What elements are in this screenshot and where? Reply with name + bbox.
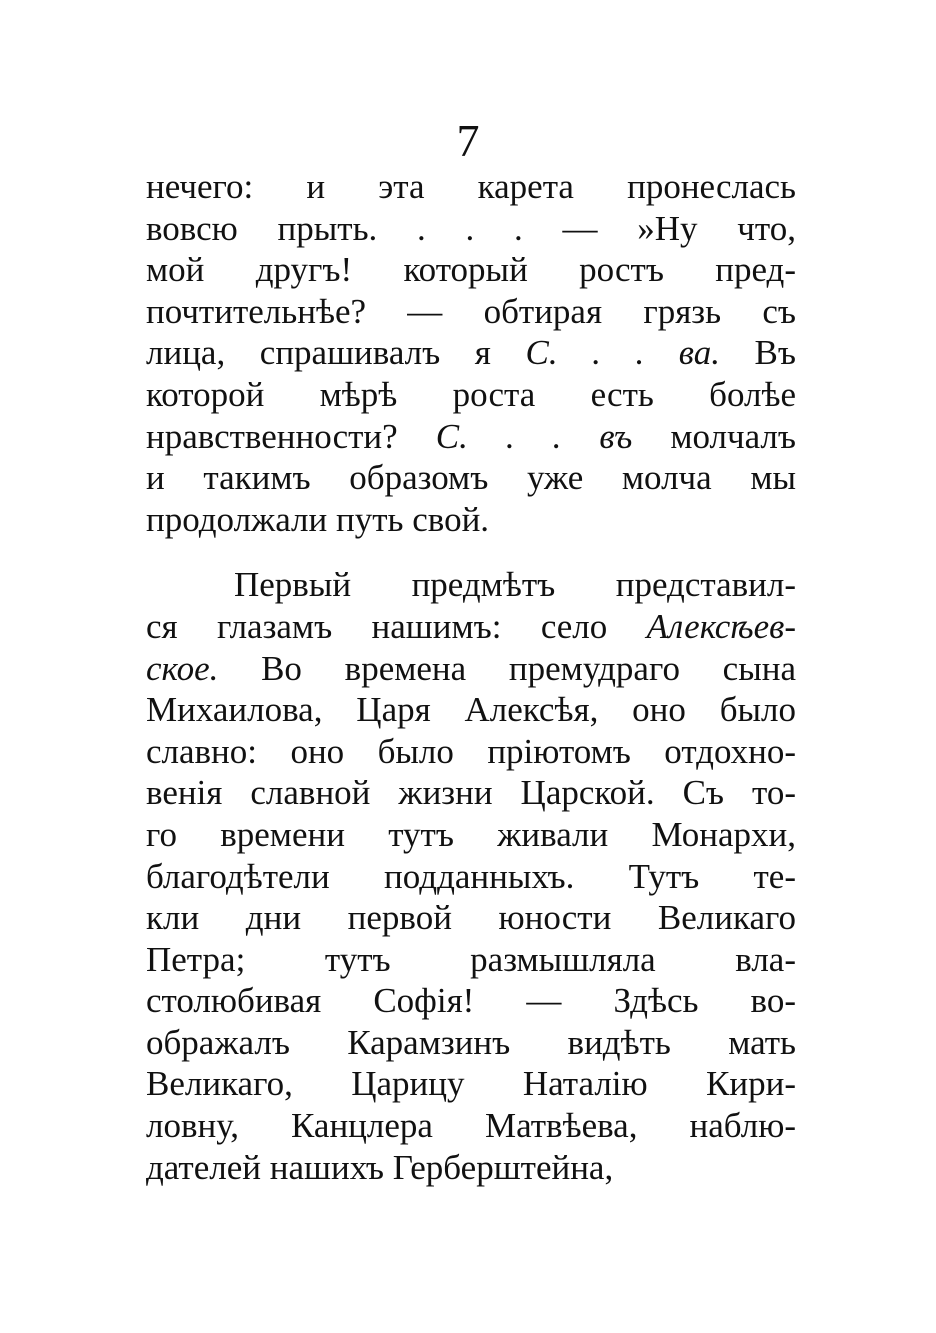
text-line xyxy=(146,772,796,814)
text-span: Первый предмѣтъ представил- xyxy=(234,565,796,605)
text-line xyxy=(146,416,796,458)
text-line xyxy=(146,374,796,416)
text-line xyxy=(146,606,796,648)
body-text xyxy=(146,166,796,1188)
text-span: молчалъ xyxy=(632,416,796,456)
text-line xyxy=(146,897,796,939)
text-span: славно: оно было пріютомъ отдохно- xyxy=(146,731,796,771)
text-line xyxy=(146,731,796,773)
italic-text: ское. xyxy=(146,648,219,688)
text-line xyxy=(146,564,796,606)
text-span: продолжали путь свой. xyxy=(146,499,490,539)
paragraph-2 xyxy=(146,564,796,1188)
text-line xyxy=(146,249,796,291)
text-span: нечего: и эта карета пронеслась xyxy=(146,167,796,206)
text-span: лица, спрашивалъ я xyxy=(146,333,526,373)
italic-text: С. . . ва. xyxy=(525,333,720,373)
text-line xyxy=(146,980,796,1022)
paragraph-1 xyxy=(146,166,796,540)
text-line xyxy=(146,332,796,374)
text-line xyxy=(146,648,796,690)
text-span: благодѣтели подданныхъ. Тутъ те- xyxy=(146,856,796,896)
text-line xyxy=(146,499,796,541)
text-span: венія славной жизни Царской. Съ то- xyxy=(146,773,796,813)
text-line xyxy=(146,939,796,981)
text-line xyxy=(146,291,796,333)
text-line xyxy=(146,1105,796,1147)
italic-text: Алексѣев- xyxy=(646,606,796,646)
text-line xyxy=(146,856,796,898)
text-line xyxy=(146,208,796,250)
text-line xyxy=(146,1063,796,1105)
text-span: го времени тутъ живали Монархи, xyxy=(146,814,796,854)
text-span: нравственности? xyxy=(146,416,436,456)
text-line xyxy=(146,166,796,208)
text-span: Великаго, Царицу Наталію Кири- xyxy=(146,1064,796,1104)
italic-text: С. . . въ xyxy=(435,416,633,456)
text-line xyxy=(146,689,796,731)
text-span: Во времена премудраго сына xyxy=(218,648,796,688)
text-span: и такимъ образомъ уже молча мы xyxy=(146,458,796,498)
text-line xyxy=(146,814,796,856)
text-span: кли дни первой юности Великаго xyxy=(146,898,796,938)
text-span: мой другъ! который ростъ пред- xyxy=(146,250,796,290)
text-span: Въ xyxy=(719,333,796,373)
text-span: которой мѣрѣ роста есть болѣе xyxy=(146,374,796,414)
text-line xyxy=(146,1147,796,1189)
text-span: почтительнѣе? — обтирая грязь съ xyxy=(146,291,796,331)
text-span: ловну, Канцлера Матвѣева, наблю- xyxy=(146,1106,796,1146)
text-span: дателей нашихъ Герберштейна, xyxy=(146,1147,614,1187)
text-span: ображалъ Карамзинъ видѣть мать xyxy=(146,1022,796,1062)
text-line xyxy=(146,1022,796,1064)
page-number: 7 xyxy=(456,115,480,166)
paragraph-gap xyxy=(146,540,796,564)
text-span: вовсю прыть. . . . — »Ну что, xyxy=(146,208,796,248)
text-span: Михаилова, Царя Алексѣя, оно было xyxy=(146,690,796,730)
text-span: Петра; тутъ размышляла вла- xyxy=(146,939,796,979)
text-span: столюбивая Софія! — Здѣсь во- xyxy=(146,981,796,1021)
text-line xyxy=(146,457,796,499)
text-span: ся глазамъ нашимъ: село xyxy=(146,606,647,646)
